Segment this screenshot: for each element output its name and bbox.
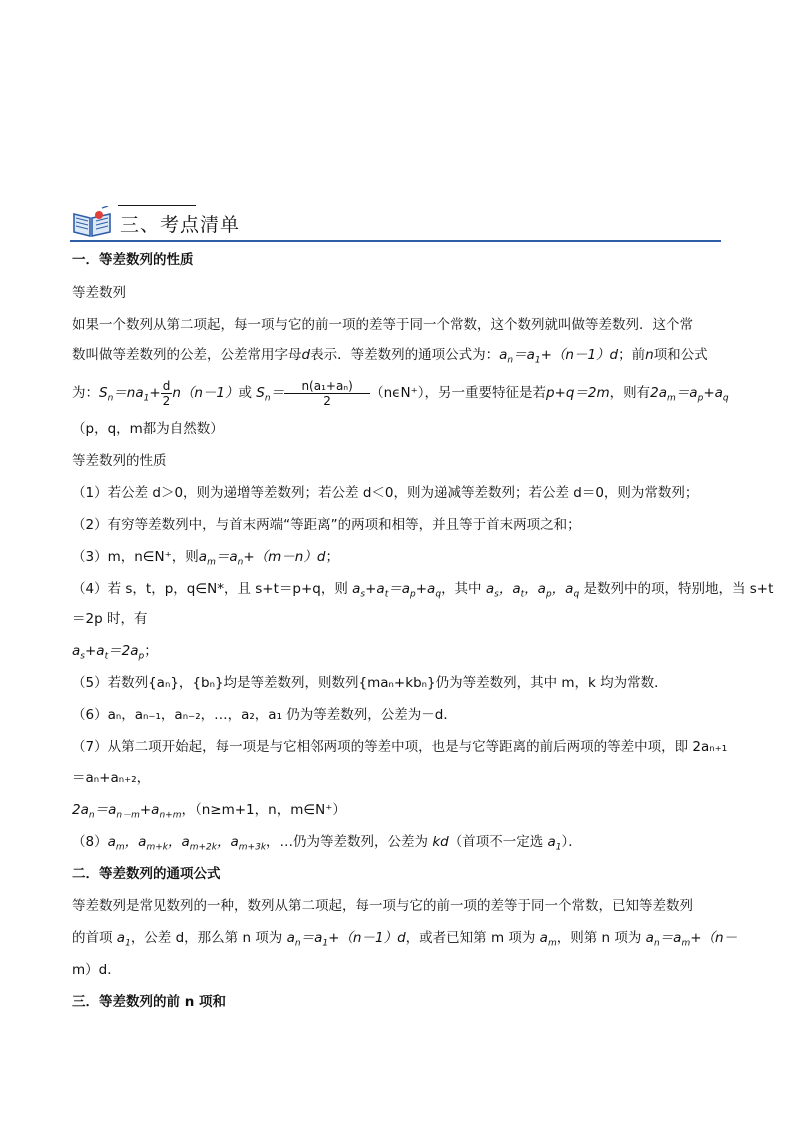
text: 的首项: [72, 930, 113, 946]
formula-mid-term: $2a_m=a_p+a_q$: [650, 385, 729, 404]
formula-item-4-special: $a_s+a_t=2a_p$: [72, 643, 145, 662]
item-1: （1）若公差 d＞0，则为递增等差数列；若公差 d＜0，则为递减等差数列；若公差 d＝0，则为常数列；: [72, 485, 699, 501]
subheading-1: 等差数列: [72, 285, 126, 301]
item-3: [72, 547, 722, 567]
open-book-icon: [72, 206, 112, 238]
text: ；: [325, 549, 339, 565]
heading-3: 三．等差数列的前 n 项和: [72, 994, 227, 1010]
var-n: n: [645, 347, 654, 363]
text: ，则第 n 项为: [556, 930, 642, 946]
text: ；前: [618, 347, 646, 363]
header-rule: [70, 240, 721, 242]
item-4-line-2: ＝2p 时，有: [72, 611, 148, 627]
item-2: （2）有穷等差数列中，与首末两端“等距离”的两项和相等，并且等于首末两项之和；: [72, 517, 581, 533]
text: 或: [238, 385, 253, 401]
text: ；: [144, 643, 158, 659]
heading-1: 一．等差数列的性质: [72, 252, 194, 268]
var-d: d: [301, 347, 311, 363]
item-7-line-3: [72, 800, 722, 820]
para-2-line-1: 等差数列是常见数列的一种，数列从第二项起，每一项与它的前一项的差等于同一个常数，已知等差数列: [72, 898, 693, 914]
text: ，则有: [609, 385, 651, 401]
text: ，（n≥m+1，n，m∈N⁺）: [181, 802, 346, 818]
formula-item-3: $a_m=a_n+(m-n)d$: [198, 549, 326, 568]
text: ，公差 d，那么第 n 项为: [130, 930, 283, 946]
para-2-line-3: m）d．: [72, 962, 121, 978]
text: （8）: [72, 834, 108, 850]
formula-general-term: $a_n=a_1+(n-1)d$: [499, 347, 619, 366]
item-7-line-1: （7）从第二项开始起，每一项是与它相邻两项的等差中项，也是与它等距离的前后两项的等差中项，即 2aₙ₊₁: [72, 739, 728, 755]
formula-item-4-terms: $a_s$，$a_t$，$a_p$，$a_q$: [481, 581, 580, 600]
formula-condition: p+q＝2m: [545, 385, 610, 401]
formula-item-4: $a_s+a_t=a_p+a_q$: [347, 581, 442, 600]
text: ）．: [561, 834, 582, 850]
formula-a1: $a_1$: [543, 834, 562, 853]
fraction-d-over-2: $\frac{d}{2}$: [162, 378, 171, 408]
heading-2: 二．等差数列的通项公式: [72, 866, 221, 882]
para-1-line-1: 如果一个数列从第二项起，每一项与它的前一项的差等于同一个常数，这个数列就叫做等差数列．这个常: [72, 317, 693, 333]
text: （首项不一定选: [448, 834, 544, 850]
text: ，或者已知第 m 项为: [405, 930, 536, 946]
formula-a1: $a_1$: [112, 930, 131, 949]
formula-kd: kd: [428, 834, 449, 850]
text: 表示．等差数列的通项公式为：: [310, 347, 500, 363]
formula-an-from-am: $a_n=a_m+(n-$: [641, 930, 738, 949]
text: 为：: [72, 385, 99, 401]
item-4-line-1: [72, 579, 774, 600]
formula-item-8-terms: $a_m$，$a_{m+k}$，$a_{m+2k}$，$a_{m+3k}$: [107, 834, 267, 853]
text: 是数列中的项，特别地，当 s+t: [583, 581, 774, 597]
section-title: 三、考点清单: [120, 214, 241, 236]
text: 项和公式: [653, 347, 708, 363]
fraction-sum: $\frac{\text{n(a₁+aₙ)}}{2}$: [284, 379, 370, 408]
section-header: [70, 202, 721, 242]
para-1-line-2: [72, 345, 722, 365]
formula-item-7: $2a_n=a_{n-m}+a_{n+m}$: [72, 802, 182, 821]
para-1-line-3: [72, 378, 729, 408]
item-4-line-3: [72, 641, 722, 661]
item-8: [72, 832, 722, 852]
item-5: （5）若数列{aₙ}，{bₙ}均是等差数列，则数列{maₙ+kbₙ}仍为等差数列，其中 m，k 均为常数．: [72, 675, 668, 691]
formula-am: $a_m$: [535, 930, 557, 949]
formula-sum-b: $S_n=$: [252, 385, 285, 404]
text: 数叫做等差数列的公差，公差常用字母: [72, 347, 302, 363]
item-7-line-2: ＝aₙ+aₙ₊₂，: [72, 770, 151, 786]
text: （4）若 s，t，p，q∈N*，且 s+t＝p+q，则: [72, 581, 348, 597]
text: （nϵN⁺），另一重要特征是若: [370, 385, 546, 401]
text: （3）m，n∈N⁺，则: [72, 549, 199, 565]
subheading-2: 等差数列的性质: [72, 453, 167, 469]
formula-general-term: $a_n=a_1+(n-1)d$: [282, 930, 406, 949]
para-1-line-4: （p，q，m都为自然数）: [72, 421, 224, 437]
formula-sum-a: $S_n=na_1+$: [99, 385, 161, 404]
item-6: （6）aₙ，aₙ₋₁，aₙ₋₂，…，a₂，a₁ 仍为等差数列，公差为－d．: [72, 707, 457, 723]
text: ，其中: [441, 581, 482, 597]
formula-sum-a-tail: n（n－1）: [172, 385, 239, 401]
text: ，…仍为等差数列，公差为: [266, 834, 429, 850]
header-top-rule: [118, 205, 196, 206]
para-2-line-2: [72, 928, 738, 949]
